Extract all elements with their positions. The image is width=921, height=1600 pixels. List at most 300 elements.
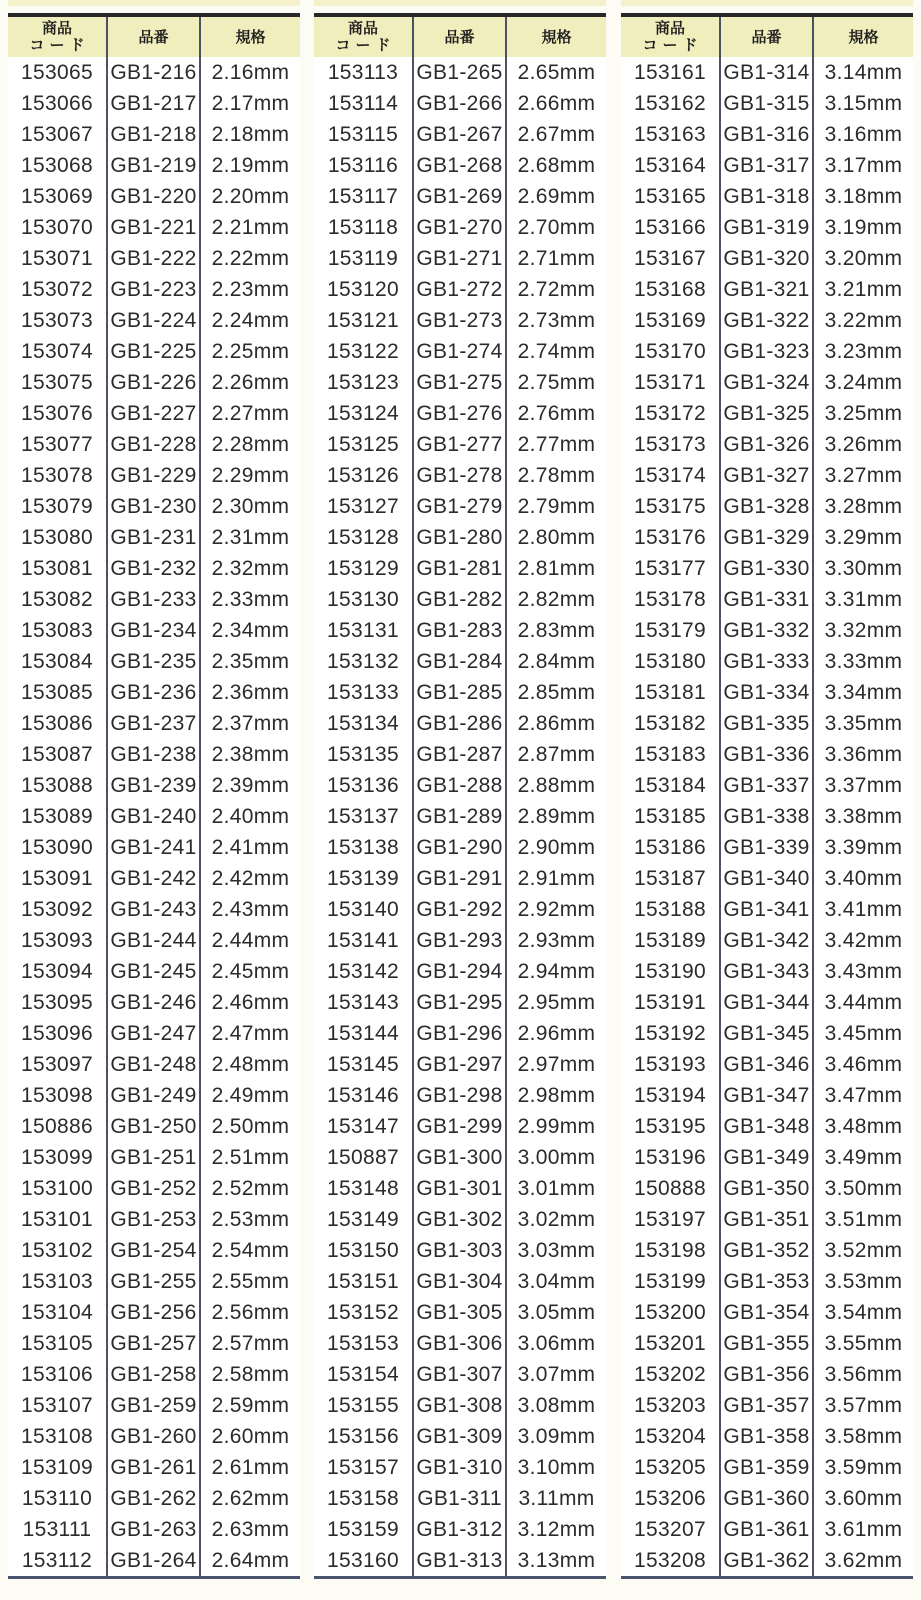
- product-code-cell: 153178: [621, 584, 721, 615]
- product-code-cell: 153147: [314, 1111, 414, 1142]
- part-number-cell: GB1-356: [721, 1359, 814, 1390]
- part-number-cell: GB1-340: [721, 863, 814, 894]
- table-row: [8, 1545, 300, 1576]
- table-body: [621, 57, 913, 1576]
- product-code-cell: 153197: [621, 1204, 721, 1235]
- product-code-cell: 153148: [314, 1173, 414, 1204]
- product-code-cell: 153085: [8, 677, 108, 708]
- spec-cell: 2.32mm: [211, 557, 290, 580]
- table-row: [621, 1111, 913, 1142]
- table-row: [314, 181, 606, 212]
- spec-cell: 2.25mm: [211, 340, 290, 363]
- table-row: [314, 1080, 606, 1111]
- table-row: [8, 553, 300, 584]
- spec-cell: 2.87mm: [517, 743, 596, 766]
- part-number-cell: GB1-293: [414, 925, 507, 956]
- part-number-cell: GB1-257: [108, 1328, 201, 1359]
- part-number-cell: GB1-319: [721, 212, 814, 243]
- part-number-cell: GB1-260: [108, 1421, 201, 1452]
- spec-cell: 2.61mm: [211, 1456, 290, 1479]
- table-row: [621, 429, 913, 460]
- product-code-cell: 153098: [8, 1080, 108, 1111]
- table-row: [621, 584, 913, 615]
- part-number-cell: GB1-218: [108, 119, 201, 150]
- table-row: [8, 1173, 300, 1204]
- table-row: [314, 1545, 606, 1576]
- product-code-cell: 153107: [8, 1390, 108, 1421]
- table-row: [621, 181, 913, 212]
- spec-cell: 2.31mm: [211, 526, 290, 549]
- product-code-cell: 153105: [8, 1328, 108, 1359]
- part-number-cell: GB1-320: [721, 243, 814, 274]
- product-code-cell: 153156: [314, 1421, 414, 1452]
- table-row: [8, 1266, 300, 1297]
- part-number-cell: GB1-247: [108, 1018, 201, 1049]
- product-code-cell: 153091: [8, 863, 108, 894]
- part-number-cell: GB1-338: [721, 801, 814, 832]
- table-row: [8, 212, 300, 243]
- table-row: [8, 1514, 300, 1545]
- spec-cell: 3.17mm: [824, 154, 903, 177]
- product-code-cell: 153167: [621, 243, 721, 274]
- spec-cell: 2.33mm: [211, 588, 290, 611]
- product-code-cell: 153099: [8, 1142, 108, 1173]
- part-number-cell: GB1-259: [108, 1390, 201, 1421]
- spec-cell: 3.29mm: [824, 526, 903, 549]
- part-number-cell: GB1-357: [721, 1390, 814, 1421]
- part-number-cell: GB1-346: [721, 1049, 814, 1080]
- part-number-cell: GB1-283: [414, 615, 507, 646]
- product-code-cell: 153163: [621, 119, 721, 150]
- spec-cell: 3.53mm: [824, 1270, 903, 1293]
- spec-cell: 3.48mm: [824, 1115, 903, 1138]
- table-row: [314, 491, 606, 522]
- product-code-cell: 153080: [8, 522, 108, 553]
- spec-cell: 3.56mm: [824, 1363, 903, 1386]
- spec-cell: 3.60mm: [824, 1487, 903, 1510]
- product-code-cell: 153128: [314, 522, 414, 553]
- spec-cell: 2.60mm: [211, 1425, 290, 1448]
- spec-cell: 3.49mm: [824, 1146, 903, 1169]
- product-code-cell: 153200: [621, 1297, 721, 1328]
- spec-cell: 2.72mm: [517, 278, 596, 301]
- part-number-cell: GB1-324: [721, 367, 814, 398]
- product-code-cell: 153192: [621, 1018, 721, 1049]
- spec-cell: 2.67mm: [517, 123, 596, 146]
- table-row: [8, 1235, 300, 1266]
- table-row: [314, 212, 606, 243]
- product-code-cell: 153146: [314, 1080, 414, 1111]
- spec-cell: 3.06mm: [517, 1332, 596, 1355]
- spec-cell: 2.83mm: [517, 619, 596, 642]
- part-number-cell: GB1-344: [721, 987, 814, 1018]
- header-spec: [814, 17, 913, 57]
- spec-cell: 3.21mm: [824, 278, 903, 301]
- product-code-cell: 153158: [314, 1483, 414, 1514]
- spec-cell: 2.21mm: [211, 216, 290, 239]
- product-code-cell: 153195: [621, 1111, 721, 1142]
- product-code-cell: 153119: [314, 243, 414, 274]
- table-row: [621, 88, 913, 119]
- header-product-code-line2: コード: [335, 37, 396, 54]
- spec-cell: 3.39mm: [824, 836, 903, 859]
- spec-cell: 2.37mm: [211, 712, 290, 735]
- part-number-cell: GB1-220: [108, 181, 201, 212]
- part-number-cell: GB1-245: [108, 956, 201, 987]
- product-code-cell: 153202: [621, 1359, 721, 1390]
- product-code-cell: 153140: [314, 894, 414, 925]
- table-row: [314, 1359, 606, 1390]
- table-row: [621, 615, 913, 646]
- part-number-cell: GB1-312: [414, 1514, 507, 1545]
- table-row: [314, 987, 606, 1018]
- table-row: [8, 677, 300, 708]
- part-number-cell: GB1-350: [721, 1173, 814, 1204]
- part-number-cell: GB1-315: [721, 88, 814, 119]
- table-row: [621, 1080, 913, 1111]
- product-code-cell: 153152: [314, 1297, 414, 1328]
- part-number-cell: GB1-352: [721, 1235, 814, 1266]
- spec-cell: 2.40mm: [211, 805, 290, 828]
- spec-cell: 3.07mm: [517, 1363, 596, 1386]
- product-code-cell: 153116: [314, 150, 414, 181]
- part-number-cell: GB1-360: [721, 1483, 814, 1514]
- part-number-cell: GB1-279: [414, 491, 507, 522]
- product-code-cell: 153164: [621, 150, 721, 181]
- product-code-cell: 153068: [8, 150, 108, 181]
- spec-cell: 2.29mm: [211, 464, 290, 487]
- product-code-cell: 153188: [621, 894, 721, 925]
- spec-cell: 2.92mm: [517, 898, 596, 921]
- table-row: [314, 1421, 606, 1452]
- table-row: [8, 1297, 300, 1328]
- part-number-cell: GB1-219: [108, 150, 201, 181]
- table-row: [314, 336, 606, 367]
- page-edge-artifact: [621, 0, 913, 6]
- spec-cell: 3.42mm: [824, 929, 903, 952]
- spec-cell: 2.43mm: [211, 898, 290, 921]
- spec-cell: 2.94mm: [517, 960, 596, 983]
- spec-cell: 3.08mm: [517, 1394, 596, 1417]
- header-product-code: [621, 17, 721, 57]
- spec-cell: 3.10mm: [517, 1456, 596, 1479]
- spec-cell: 2.59mm: [211, 1394, 290, 1417]
- part-number-cell: GB1-288: [414, 770, 507, 801]
- spec-cell: 3.28mm: [824, 495, 903, 518]
- spec-cell: 2.45mm: [211, 960, 290, 983]
- part-number-cell: GB1-342: [721, 925, 814, 956]
- part-number-cell: GB1-303: [414, 1235, 507, 1266]
- part-number-cell: GB1-271: [414, 243, 507, 274]
- table-row: [8, 584, 300, 615]
- table-row: [8, 1049, 300, 1080]
- part-number-cell: GB1-262: [108, 1483, 201, 1514]
- table-row: [314, 615, 606, 646]
- table-row: [621, 1421, 913, 1452]
- table-row: [621, 770, 913, 801]
- product-code-cell: 153067: [8, 119, 108, 150]
- spec-cell: 2.54mm: [211, 1239, 290, 1262]
- product-code-cell: 153162: [621, 88, 721, 119]
- table-row: [314, 1297, 606, 1328]
- table-row: [621, 367, 913, 398]
- part-number-cell: GB1-278: [414, 460, 507, 491]
- part-number-cell: GB1-318: [721, 181, 814, 212]
- table-row: [8, 1359, 300, 1390]
- spec-cell: 3.52mm: [824, 1239, 903, 1262]
- spec-cell: 2.53mm: [211, 1208, 290, 1231]
- product-code-cell: 153077: [8, 429, 108, 460]
- product-code-cell: 153182: [621, 708, 721, 739]
- table-row: [314, 57, 606, 88]
- spec-cell: 2.57mm: [211, 1332, 290, 1355]
- spec-cell: 3.16mm: [824, 123, 903, 146]
- spec-cell: 3.37mm: [824, 774, 903, 797]
- product-code-cell: 153144: [314, 1018, 414, 1049]
- part-number-cell: GB1-224: [108, 305, 201, 336]
- table-row: [8, 88, 300, 119]
- header-spec: [507, 17, 606, 57]
- spec-cell: 3.43mm: [824, 960, 903, 983]
- spec-cell: 2.68mm: [517, 154, 596, 177]
- table-row: [314, 677, 606, 708]
- spec-cell: 3.54mm: [824, 1301, 903, 1324]
- part-number-cell: GB1-337: [721, 770, 814, 801]
- header-spec-label: 規格: [541, 28, 572, 46]
- spec-cell: 2.19mm: [211, 154, 290, 177]
- product-code-cell: 153141: [314, 925, 414, 956]
- product-code-cell: 153170: [621, 336, 721, 367]
- part-number-cell: GB1-308: [414, 1390, 507, 1421]
- spec-cell: 2.65mm: [517, 61, 596, 84]
- part-number-cell: GB1-285: [414, 677, 507, 708]
- product-code-cell: 153176: [621, 522, 721, 553]
- table-row: [8, 367, 300, 398]
- product-code-cell: 153108: [8, 1421, 108, 1452]
- part-number-cell: GB1-345: [721, 1018, 814, 1049]
- part-number-cell: GB1-353: [721, 1266, 814, 1297]
- part-number-cell: GB1-316: [721, 119, 814, 150]
- table-row: [621, 491, 913, 522]
- product-code-cell: 153101: [8, 1204, 108, 1235]
- spec-cell: 3.47mm: [824, 1084, 903, 1107]
- spec-cell: 2.17mm: [211, 92, 290, 115]
- table-header-row: [8, 17, 300, 57]
- part-number-cell: GB1-223: [108, 274, 201, 305]
- product-code-cell: 153117: [314, 181, 414, 212]
- part-number-cell: GB1-351: [721, 1204, 814, 1235]
- part-number-cell: GB1-333: [721, 646, 814, 677]
- product-code-cell: 153113: [314, 57, 414, 88]
- spec-cell: 3.24mm: [824, 371, 903, 394]
- part-number-cell: GB1-281: [414, 553, 507, 584]
- table-row: [314, 1235, 606, 1266]
- table-row: [314, 305, 606, 336]
- product-code-cell: 153130: [314, 584, 414, 615]
- product-code-cell: 153151: [314, 1266, 414, 1297]
- part-number-cell: GB1-301: [414, 1173, 507, 1204]
- part-number-cell: GB1-216: [108, 57, 201, 88]
- header-part-number: [414, 17, 507, 57]
- spec-cell: 3.22mm: [824, 309, 903, 332]
- product-code-cell: 153166: [621, 212, 721, 243]
- table-row: [621, 460, 913, 491]
- header-product-code-line1: 商品: [41, 20, 72, 37]
- table-row: [621, 708, 913, 739]
- spec-cell: 3.55mm: [824, 1332, 903, 1355]
- part-number-cell: GB1-217: [108, 88, 201, 119]
- table-row: [314, 1483, 606, 1514]
- part-number-cell: GB1-287: [414, 739, 507, 770]
- table-body: [8, 57, 300, 1576]
- part-number-cell: GB1-273: [414, 305, 507, 336]
- table-row: [621, 119, 913, 150]
- product-code-cell: 153081: [8, 553, 108, 584]
- part-number-cell: GB1-233: [108, 584, 201, 615]
- product-code-cell: 153204: [621, 1421, 721, 1452]
- part-number-cell: GB1-266: [414, 88, 507, 119]
- part-number-cell: GB1-234: [108, 615, 201, 646]
- spec-cell: 3.36mm: [824, 743, 903, 766]
- spec-cell: 3.59mm: [824, 1456, 903, 1479]
- spec-cell: 3.15mm: [824, 92, 903, 115]
- header-product-code: [314, 17, 414, 57]
- spec-cell: 3.61mm: [824, 1518, 903, 1541]
- part-number-cell: GB1-276: [414, 398, 507, 429]
- product-code-cell: 153122: [314, 336, 414, 367]
- table-row: [621, 646, 913, 677]
- spec-cell: 2.82mm: [517, 588, 596, 611]
- product-code-cell: 153074: [8, 336, 108, 367]
- spec-cell: 3.32mm: [824, 619, 903, 642]
- product-code-cell: 153175: [621, 491, 721, 522]
- part-number-cell: GB1-329: [721, 522, 814, 553]
- product-code-cell: 153096: [8, 1018, 108, 1049]
- spec-cell: 3.30mm: [824, 557, 903, 580]
- table-row: [8, 150, 300, 181]
- spec-cell: 2.18mm: [211, 123, 290, 146]
- part-number-cell: GB1-256: [108, 1297, 201, 1328]
- table-row: [621, 57, 913, 88]
- table-row: [314, 119, 606, 150]
- product-code-cell: 153120: [314, 274, 414, 305]
- spec-cell: 2.91mm: [517, 867, 596, 890]
- spec-cell: 2.88mm: [517, 774, 596, 797]
- spec-cell: 2.52mm: [211, 1177, 290, 1200]
- spec-cell: 2.27mm: [211, 402, 290, 425]
- part-number-cell: GB1-294: [414, 956, 507, 987]
- part-number-cell: GB1-229: [108, 460, 201, 491]
- product-code-cell: 153191: [621, 987, 721, 1018]
- table-row: [314, 367, 606, 398]
- table-row: [314, 1111, 606, 1142]
- table-row: [621, 522, 913, 553]
- part-number-cell: GB1-222: [108, 243, 201, 274]
- spec-cell: 3.45mm: [824, 1022, 903, 1045]
- part-number-cell: GB1-295: [414, 987, 507, 1018]
- product-code-cell: 153193: [621, 1049, 721, 1080]
- header-part-number: [108, 17, 201, 57]
- product-code-cell: 153186: [621, 832, 721, 863]
- part-number-cell: GB1-268: [414, 150, 507, 181]
- table-row: [314, 1390, 606, 1421]
- product-code-cell: 153154: [314, 1359, 414, 1390]
- spec-cell: 2.28mm: [211, 433, 290, 456]
- table-row: [621, 1204, 913, 1235]
- table-row: [314, 584, 606, 615]
- spec-cell: 3.01mm: [517, 1177, 596, 1200]
- product-code-cell: 153123: [314, 367, 414, 398]
- part-number-cell: GB1-297: [414, 1049, 507, 1080]
- table-row: [621, 863, 913, 894]
- spec-cell: 3.12mm: [517, 1518, 596, 1541]
- table-row: [314, 243, 606, 274]
- part-number-cell: GB1-261: [108, 1452, 201, 1483]
- part-number-cell: GB1-291: [414, 863, 507, 894]
- part-number-cell: GB1-335: [721, 708, 814, 739]
- product-code-cell: 153112: [8, 1545, 108, 1576]
- spec-cell: 2.95mm: [517, 991, 596, 1014]
- table-row: [621, 1018, 913, 1049]
- table-header-row: [314, 17, 606, 57]
- part-number-cell: GB1-251: [108, 1142, 201, 1173]
- spec-cell: 3.18mm: [824, 185, 903, 208]
- product-code-cell: 153079: [8, 491, 108, 522]
- table-row: [8, 243, 300, 274]
- product-code-cell: 153196: [621, 1142, 721, 1173]
- part-number-cell: GB1-339: [721, 832, 814, 863]
- table-row: [8, 460, 300, 491]
- table-row: [314, 522, 606, 553]
- table-row: [314, 88, 606, 119]
- table-row: [8, 1421, 300, 1452]
- table-row: [8, 522, 300, 553]
- part-number-cell: GB1-239: [108, 770, 201, 801]
- spec-cell: 2.44mm: [211, 929, 290, 952]
- product-code-cell: 153109: [8, 1452, 108, 1483]
- spec-cell: 2.70mm: [517, 216, 596, 239]
- header-product-code-line2: コード: [29, 37, 90, 54]
- table-row: [621, 1359, 913, 1390]
- product-code-cell: 153135: [314, 739, 414, 770]
- part-number-cell: GB1-270: [414, 212, 507, 243]
- header-product-code: [8, 17, 108, 57]
- product-code-cell: 153189: [621, 925, 721, 956]
- spec-cell: 2.78mm: [517, 464, 596, 487]
- part-number-cell: GB1-269: [414, 181, 507, 212]
- product-code-cell: 153184: [621, 770, 721, 801]
- table-row: [8, 832, 300, 863]
- product-code-cell: 153207: [621, 1514, 721, 1545]
- table-row: [314, 150, 606, 181]
- part-number-cell: GB1-221: [108, 212, 201, 243]
- table-row: [314, 1204, 606, 1235]
- product-code-cell: 153165: [621, 181, 721, 212]
- spec-cell: 2.84mm: [517, 650, 596, 673]
- spec-cell: 2.64mm: [211, 1549, 290, 1572]
- spec-cell: 3.00mm: [517, 1146, 596, 1169]
- table-row: [621, 1545, 913, 1576]
- spec-cell: 3.35mm: [824, 712, 903, 735]
- part-number-cell: GB1-240: [108, 801, 201, 832]
- header-spec-label: 規格: [235, 28, 266, 46]
- table-row: [8, 863, 300, 894]
- part-number-cell: GB1-354: [721, 1297, 814, 1328]
- part-number-cell: GB1-311: [414, 1483, 507, 1514]
- part-number-cell: GB1-355: [721, 1328, 814, 1359]
- table-row: [621, 956, 913, 987]
- table-row: [621, 739, 913, 770]
